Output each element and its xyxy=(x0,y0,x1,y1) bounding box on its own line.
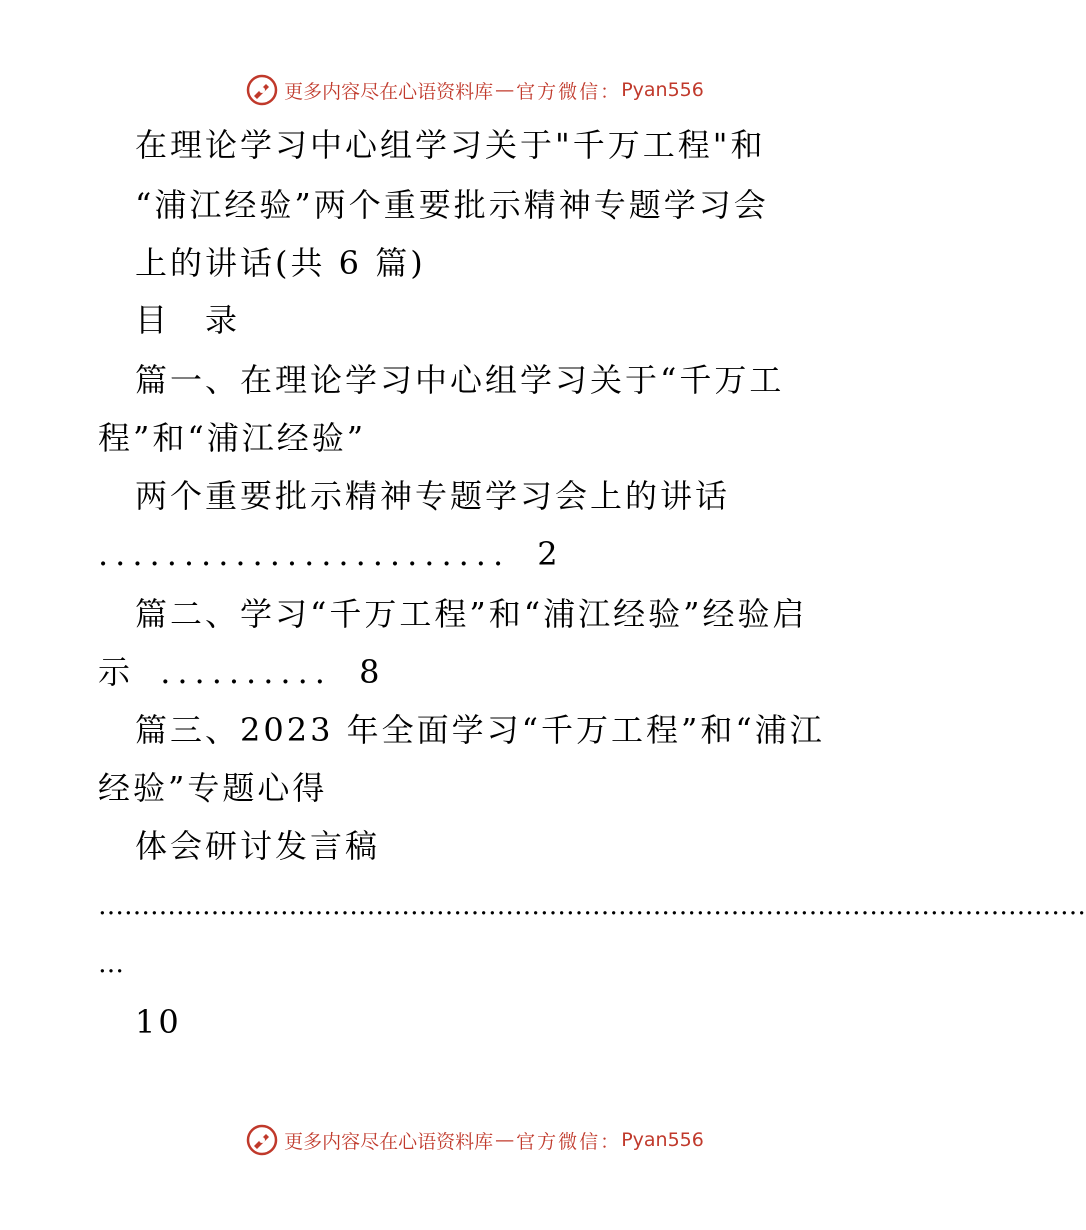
toc-entry-1-line-2: 程”和“浦江经验” xyxy=(98,419,367,457)
toc-entry-3-line-3: 体会研讨发言稿 xyxy=(135,827,381,865)
watermark-header xyxy=(0,70,950,110)
watermark-footer xyxy=(0,1120,950,1160)
watermark-account: Pyan556 xyxy=(621,79,704,101)
toc-entry-3-page: 10 xyxy=(135,1003,182,1041)
toc-entry-1-leader: ........................ xyxy=(98,535,511,573)
toc-entry-1-line-1: 篇一、在理论学习中心组学习关于“千万工 xyxy=(135,361,785,399)
toc-entry-2-page: 8 xyxy=(359,653,383,691)
toc-entry-2-line-2: 示 xyxy=(98,653,134,691)
toc-entry-2-leader: .......... xyxy=(160,653,332,691)
toc-entry-2-line-1: 篇二、学习“千万工程”和“浦江经验”经验启 xyxy=(135,595,808,633)
toc-entry-3-leader-tail: … xyxy=(98,949,124,979)
toc-entry-3-leader: …………………………………………………………………………………………………… xyxy=(98,891,1086,921)
pen-logo-icon xyxy=(246,74,278,106)
toc-entry-1-page: 2 xyxy=(537,535,561,573)
pen-logo-icon xyxy=(246,1124,278,1156)
toc-entry-3-line-2: 经验”专题心得 xyxy=(98,769,328,807)
toc-heading: 目 录 xyxy=(135,301,241,339)
toc-entry-2-line-2-row xyxy=(98,652,382,692)
toc-entry-1-leader-row xyxy=(98,534,561,574)
watermark-brand: 更多内容尽在心语资料库 xyxy=(284,1130,494,1153)
toc-entry-1-line-3: 两个重要批示精神专题学习会上的讲话 xyxy=(135,477,731,515)
title-line-1: 在理论学习中心组学习关于"千万工程"和 xyxy=(135,126,766,164)
watermark-dash: — xyxy=(495,1129,515,1151)
title-line-2: “浦江经验”两个重要批示精神专题学习会 xyxy=(135,186,769,224)
toc-entry-3-line-1: 篇三、2023 年全面学习“千万工程”和“浦江 xyxy=(135,711,825,749)
watermark-dash: — xyxy=(495,79,515,101)
title-line-3: 上的讲话(共 6 篇) xyxy=(135,244,426,282)
watermark-brand: 更多内容尽在心语资料库 xyxy=(284,80,494,103)
watermark-official-label: 官方微信： xyxy=(516,80,622,103)
watermark-official-label: 官方微信： xyxy=(516,1130,622,1153)
watermark-account: Pyan556 xyxy=(621,1129,704,1151)
